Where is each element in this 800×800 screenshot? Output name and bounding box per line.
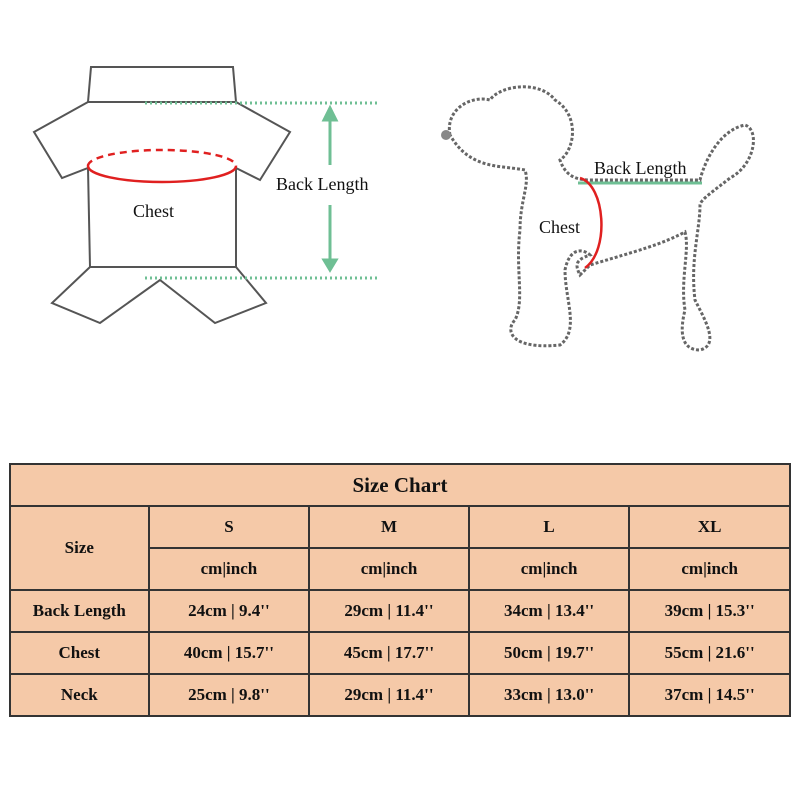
shirt-chest-measure [88, 150, 236, 182]
dog-chest-measure [580, 178, 601, 268]
table-row [10, 590, 790, 632]
size-m: M [309, 506, 469, 548]
table-row [10, 632, 790, 674]
unit-label: cm|inch [309, 548, 469, 590]
cell: 29cm | 11.4'' [309, 590, 469, 632]
cell: 33cm | 13.0'' [469, 674, 630, 716]
cell: 29cm | 11.4'' [309, 674, 469, 716]
table-header-row [10, 506, 790, 548]
row-label: Back Length [10, 590, 149, 632]
shirt-outline [34, 67, 290, 323]
table-row [10, 674, 790, 716]
size-l: L [469, 506, 630, 548]
shirt-chest-label: Chest [133, 201, 175, 221]
table-title-row [10, 464, 790, 506]
unit-label: cm|inch [629, 548, 790, 590]
dog-back-length-label: Back Length [594, 158, 687, 178]
cell: 34cm | 13.4'' [469, 590, 630, 632]
shirt-back-length-label: Back Length [276, 174, 369, 194]
dog-chest-label: Chest [539, 217, 581, 237]
cell: 45cm | 17.7'' [309, 632, 469, 674]
unit-label: cm|inch [469, 548, 630, 590]
size-chart-table [9, 463, 791, 717]
cell: 50cm | 19.7'' [469, 632, 630, 674]
cell: 25cm | 9.8'' [149, 674, 310, 716]
cell: 37cm | 14.5'' [629, 674, 790, 716]
unit-label: cm|inch [149, 548, 310, 590]
cell: 55cm | 21.6'' [629, 632, 790, 674]
dog-nose-icon [441, 130, 451, 140]
size-s: S [149, 506, 310, 548]
cell: 24cm | 9.4'' [149, 590, 310, 632]
cell: 39cm | 15.3'' [629, 590, 790, 632]
row-label: Neck [10, 674, 149, 716]
size-header: Size [10, 506, 149, 590]
size-xl: XL [629, 506, 790, 548]
table-title: Size Chart [10, 464, 790, 506]
row-label: Chest [10, 632, 149, 674]
cell: 40cm | 15.7'' [149, 632, 310, 674]
